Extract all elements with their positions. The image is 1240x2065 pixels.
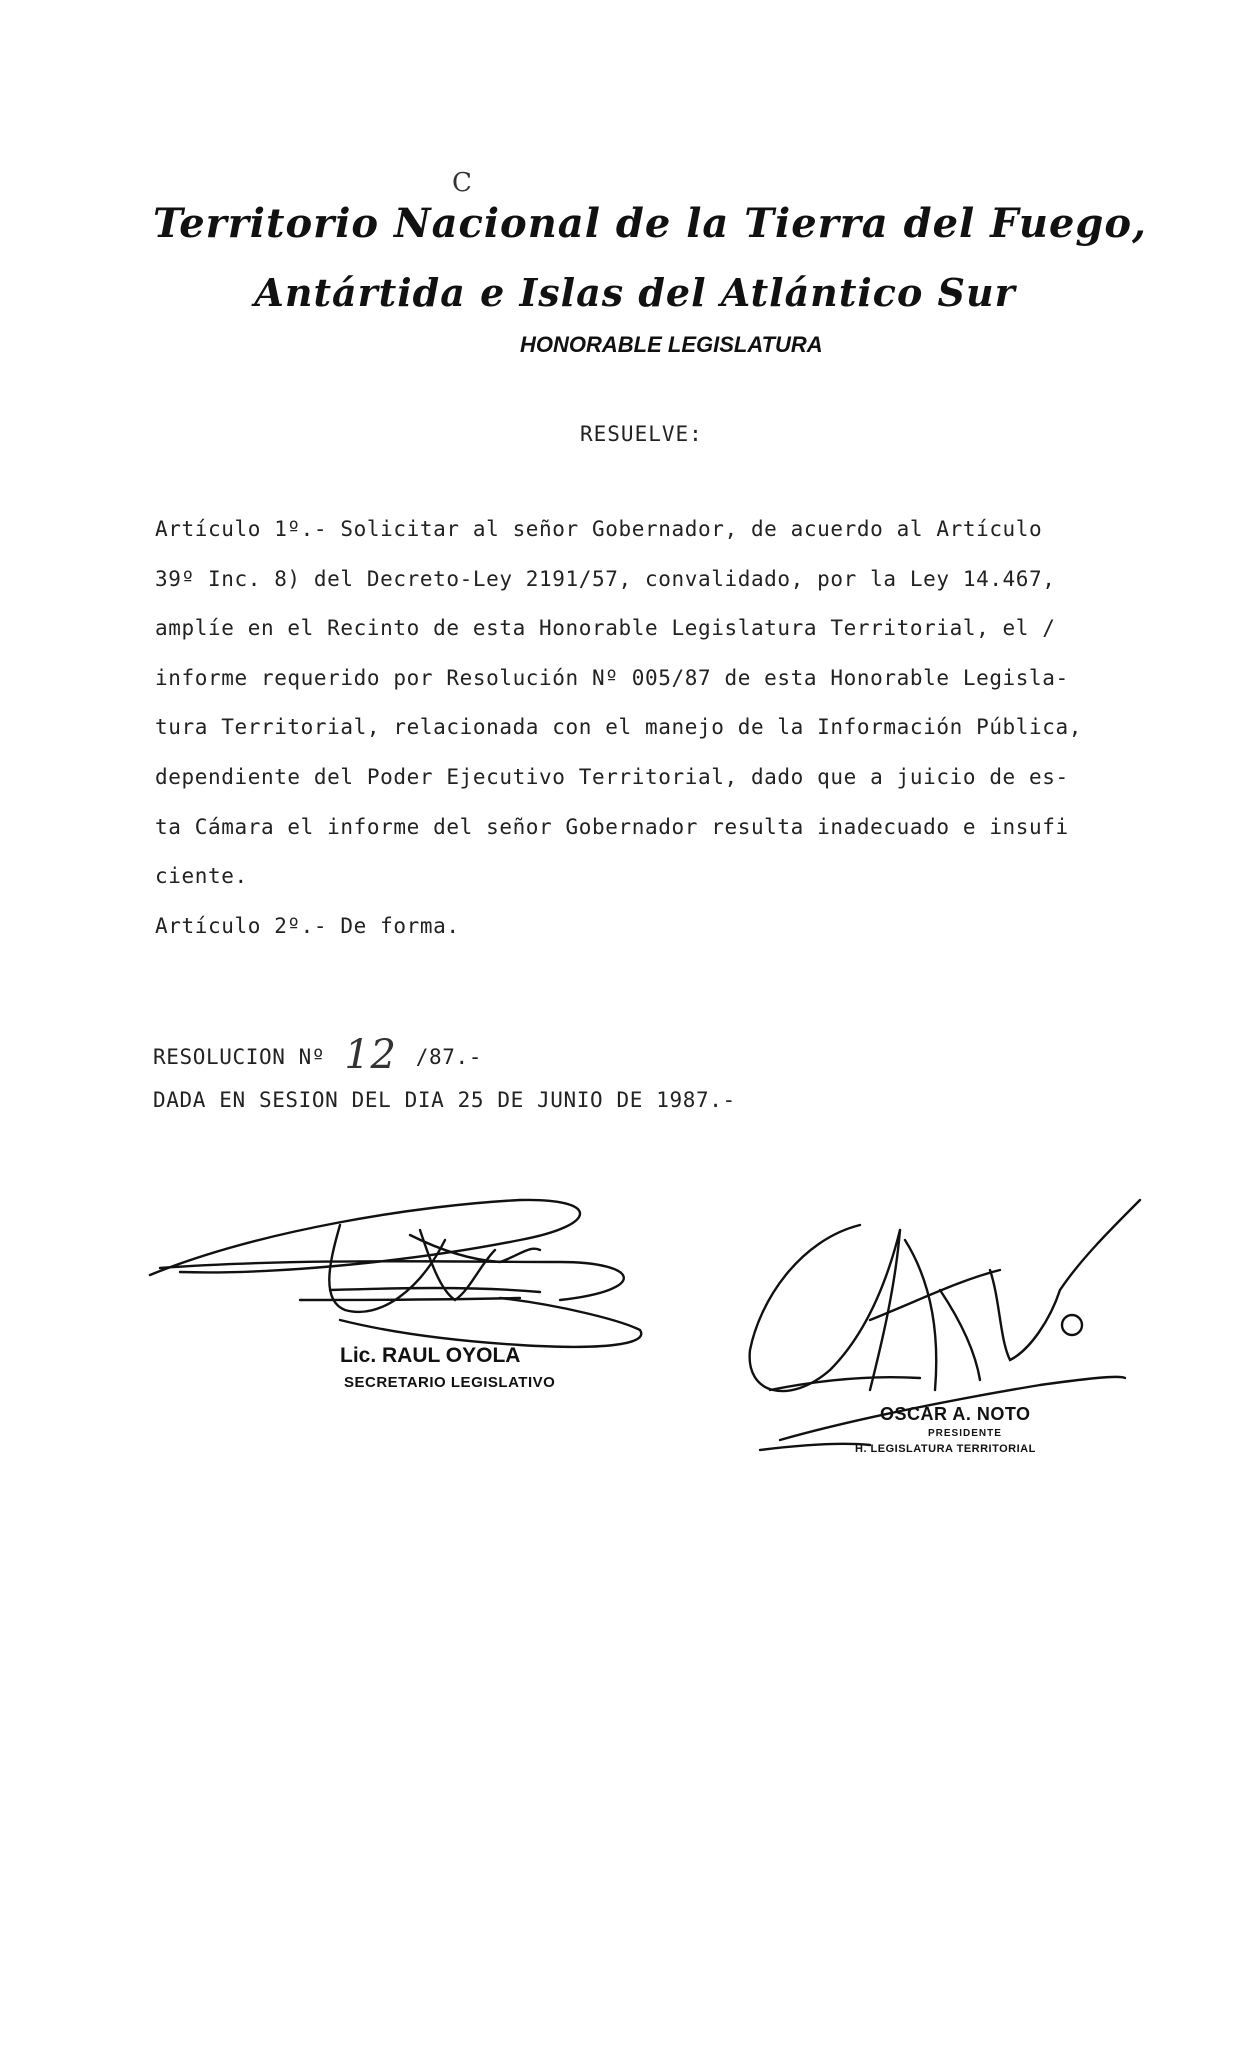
header-line-1: Territorio Nacional de la Tierra del Fuego, — [153, 200, 1147, 247]
resolution-prefix: RESOLUCION Nº — [153, 1045, 326, 1069]
text-line: tura Territorial, relacionada con el manejo de la Información Pública, — [155, 715, 1083, 740]
resuelve-heading: RESUELVE: — [580, 422, 703, 446]
left-signature-scribble — [150, 1200, 641, 1347]
text-line: ta Cámara el informe del señor Gobernador resulta inadecuado e insufi — [155, 814, 1069, 839]
text-line: amplíe en el Recinto de esta Honorable Legislatura Territorial, el / — [155, 616, 1056, 641]
header-line-3: HONORABLE LEGISLATURA — [520, 332, 823, 357]
text-line: 39º Inc. 8) del Decreto-Ley 2191/57, convalidado, por la Ley 14.467, — [155, 566, 1056, 591]
margin-mark: C — [452, 168, 472, 198]
resolution-handwritten-number: 12 — [344, 1032, 397, 1078]
resolution-suffix: /87.- — [415, 1045, 482, 1069]
text-line: Artículo 1º.- Solicitar al señor Gobernador, de acuerdo al Artículo — [155, 517, 1043, 541]
text-line: informe requerido por Resolución Nº 005/87 de esta Honorable Legisla- — [155, 665, 1069, 690]
header-line-2: Antártida e Islas del Atlántico Sur — [254, 270, 1016, 315]
right-signatory-name: OSCAR A. NOTO — [880, 1404, 1031, 1424]
right-signatory-org: H. LEGISLATURA TERRITORIAL — [855, 1443, 1036, 1455]
left-signatory-name: Lic. RAUL OYOLA — [340, 1344, 521, 1367]
text-line: Artículo 2º.- De forma. — [155, 913, 460, 938]
left-signatory-title: SECRETARIO LEGISLATIVO — [344, 1374, 556, 1391]
session-date: DADA EN SESION DEL DIA 25 DE JUNIO DE 1987.- — [153, 1088, 736, 1112]
text-line: ciente. — [155, 864, 248, 889]
text-line: dependiente del Poder Ejecutivo Territorial, dado que a juicio de es- — [155, 764, 1069, 789]
right-signatory-title: PRESIDENTE — [928, 1428, 1002, 1439]
